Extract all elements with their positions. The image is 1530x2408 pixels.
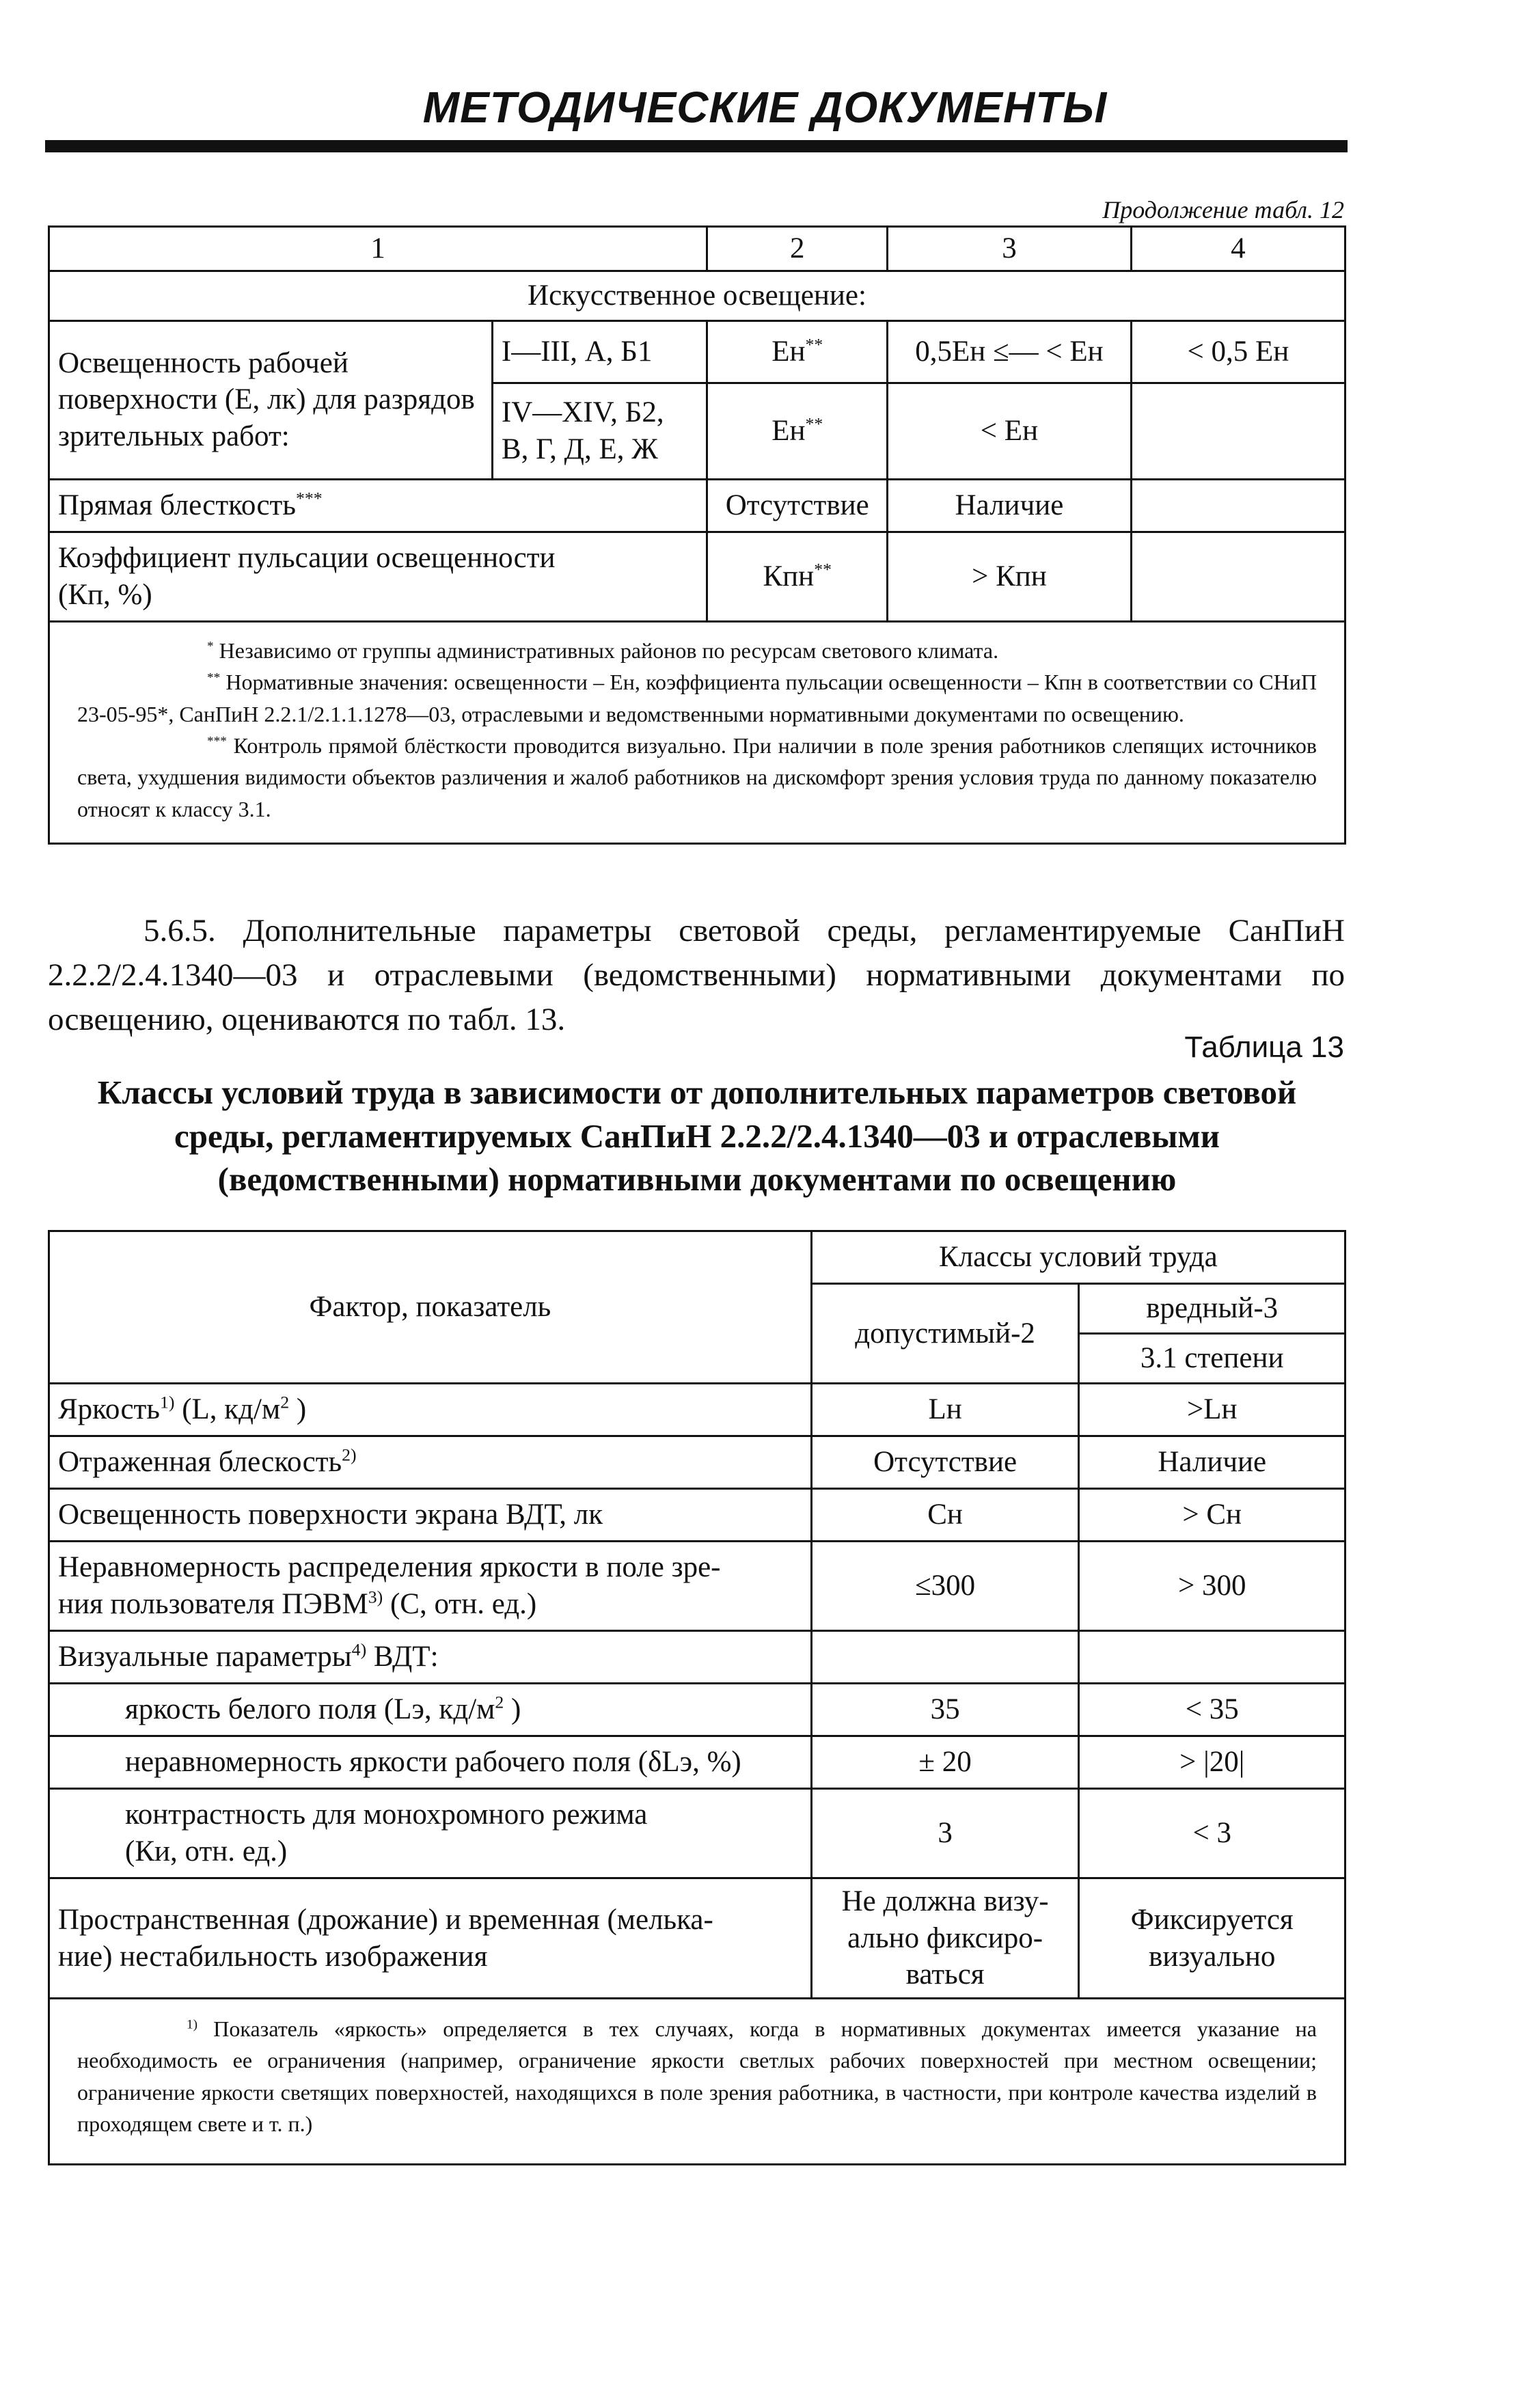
header-degree: 3.1 степени [1079, 1334, 1345, 1384]
value-cell: 35 [811, 1684, 1079, 1736]
value-cell: > |20| [1079, 1736, 1345, 1789]
category-cell: I—III, А, Б1 [492, 320, 707, 383]
table-row [49, 271, 1345, 320]
value-cell [1131, 383, 1345, 479]
page-header-title: МЕТОДИЧЕСКИЕ ДОКУМЕНТЫ [422, 83, 1108, 132]
value-cell: Наличие [1079, 1436, 1345, 1489]
table-row [49, 1999, 1345, 2165]
value-cell: 3 [811, 1789, 1079, 1878]
col-number-1: 1 [49, 227, 707, 271]
value-cell: Фиксируется визуально [1079, 1878, 1345, 1999]
category-cell: IV—XIV, Б2, В, Г, Д, Е, Ж [492, 383, 707, 479]
footnote: ** Нормативные значения: освещенности – Ен, коэффициента пульсации освещенности – Кпн в соответствии со СНиП 23-05-95*, СанПиН 2.2.1/2.1.1.1278—03, отраслевыми и ведомственными нормативными документами по освещению. [77, 670, 1317, 726]
header-factor: Фактор, показатель [49, 1231, 812, 1384]
value-cell: < 35 [1079, 1684, 1345, 1736]
table12-footnotes [49, 621, 1345, 843]
table13-footnote: $^{1)}$ Показатель «яркость» определяется в тех случаях, когда в нормативных документах имеется указание на необходимость ее ограничения (например, ограничение яркости светлых рабочих поверхностей при местном освещении; ограничение яркости светящих поверхностей, находящихся в поле зрения работника, в частности, при контроле качества изделий в проходящем свете и т. п.) [49, 1999, 1345, 2165]
table-row [49, 1684, 1345, 1736]
value-cell: Ен** [707, 320, 888, 383]
row-label: контрастность для монохромного режима (Ки, отн. ед.) [49, 1789, 812, 1878]
table-row [49, 621, 1345, 843]
value-cell: Отсутствие [811, 1436, 1079, 1489]
table-row [49, 479, 1345, 532]
value-cell [1131, 532, 1345, 621]
table13-label: Таблица 13 [1184, 1030, 1344, 1064]
col-number-2: 2 [707, 227, 888, 271]
table-13 [48, 1230, 1346, 2165]
header-rule [45, 140, 1348, 152]
col-number-4: 4 [1131, 227, 1345, 271]
value-cell: Наличие [888, 479, 1131, 532]
table-row [49, 1736, 1345, 1789]
section-artificial-lighting: Искусственное освещение: [49, 271, 1345, 320]
value-cell: < 3 [1079, 1789, 1345, 1878]
footnote: * Независимо от группы административных районов по ресурсам светового климата. [207, 638, 999, 663]
value-cell: 0,5Ен ≤— < Ен [888, 320, 1131, 383]
value-cell: ± 20 [811, 1736, 1079, 1789]
value-cell: ≤300 [811, 1542, 1079, 1631]
table-row [49, 1489, 1345, 1542]
table13-title: Классы условий труда в зависимости от дополнительных параметров световой среды, регламентируемых СанПиН 2.2.2/2.4.1340—03 и отраслевыми (ведомственными) нормативными документами по освещению [97, 1073, 1297, 1199]
table12-continuation-label: Продолжение табл. 12 [1102, 196, 1344, 223]
value-cell: > Кпн [888, 532, 1131, 621]
table-12 [48, 225, 1346, 845]
row-label: яркость белого поля (Lэ, $кд/м^2$ ) [49, 1684, 812, 1736]
value-cell [811, 1631, 1079, 1684]
table-row [49, 1631, 1345, 1684]
row-label: Освещенность поверхности экрана ВДТ, лк [49, 1489, 812, 1542]
table-row [49, 1436, 1345, 1489]
value-cell: < Ен [888, 383, 1131, 479]
value-cell: >Lн [1079, 1384, 1345, 1436]
value-cell: Не должна визу- ально фиксиро- ваться [811, 1878, 1079, 1999]
value-cell [1131, 479, 1345, 532]
value-cell: Отсутствие [707, 479, 888, 532]
table-row [49, 320, 1345, 383]
table-row [49, 1231, 1345, 1284]
row-label: Неравномерность распределения яркости в поле зре- ния пользователя ПЭВМ$^{3)}$ (С, отн. ед.) [49, 1542, 812, 1631]
value-cell: > Сн [1079, 1489, 1345, 1542]
row-label: Прямая блесткость*** [49, 479, 707, 532]
row-label: Визуальные параметры$^{4)}$ ВДТ: [49, 1631, 812, 1684]
value-cell: Кпн** [707, 532, 888, 621]
footnote: *** Контроль прямой блёсткости проводится визуально. При наличии в поле зрения работников слепящих источников света, ухудшения видимости объектов различения и жалоб работников на дискомфорт зрения условия труда по данному показателю относят к классу 3.1. [77, 733, 1317, 821]
value-cell [1079, 1631, 1345, 1684]
row-label: Пространственная (дрожание) и временная (мелька- ние) нестабильность изображения [49, 1878, 812, 1999]
col-number-3: 3 [888, 227, 1131, 271]
illumination-label: Освещенность рабочей поверхности (Е, лк) для разрядов зрительных работ: [49, 320, 493, 479]
table-row [49, 1384, 1345, 1436]
row-label: Отраженная блескость$^{2)}$ [49, 1436, 812, 1489]
row-label: неравномерность яркости рабочего поля (δLэ, %) [49, 1736, 812, 1789]
value-cell: Сн [811, 1489, 1079, 1542]
value-cell: > 300 [1079, 1542, 1345, 1631]
header-allowable: допустимый-2 [811, 1284, 1079, 1384]
value-cell: Ен** [707, 383, 888, 479]
value-cell: < 0,5 Ен [1131, 320, 1345, 383]
row-label: Коэффициент пульсации освещенности (Кп, %) [49, 532, 707, 621]
header-classes: Классы условий труда [811, 1231, 1345, 1284]
table-row [49, 532, 1345, 621]
table-row [49, 227, 1345, 271]
header-harmful: вредный-3 [1079, 1284, 1345, 1334]
table-row [49, 1789, 1345, 1878]
paragraph-5-6-5: 5.6.5. Дополнительные параметры световой среды, регламентируемые СанПиН 2.2.2/2.4.1340—03 и отраслевыми (ведомственными) нормативными документами по освещению, оцениваются по табл. 13. [48, 913, 1345, 1037]
table-row [49, 1878, 1345, 1999]
row-label: Яркость$^{1)}$ (L, $кд/м^2$ ) [49, 1384, 812, 1436]
table-row [49, 1542, 1345, 1631]
value-cell: Lн [811, 1384, 1079, 1436]
